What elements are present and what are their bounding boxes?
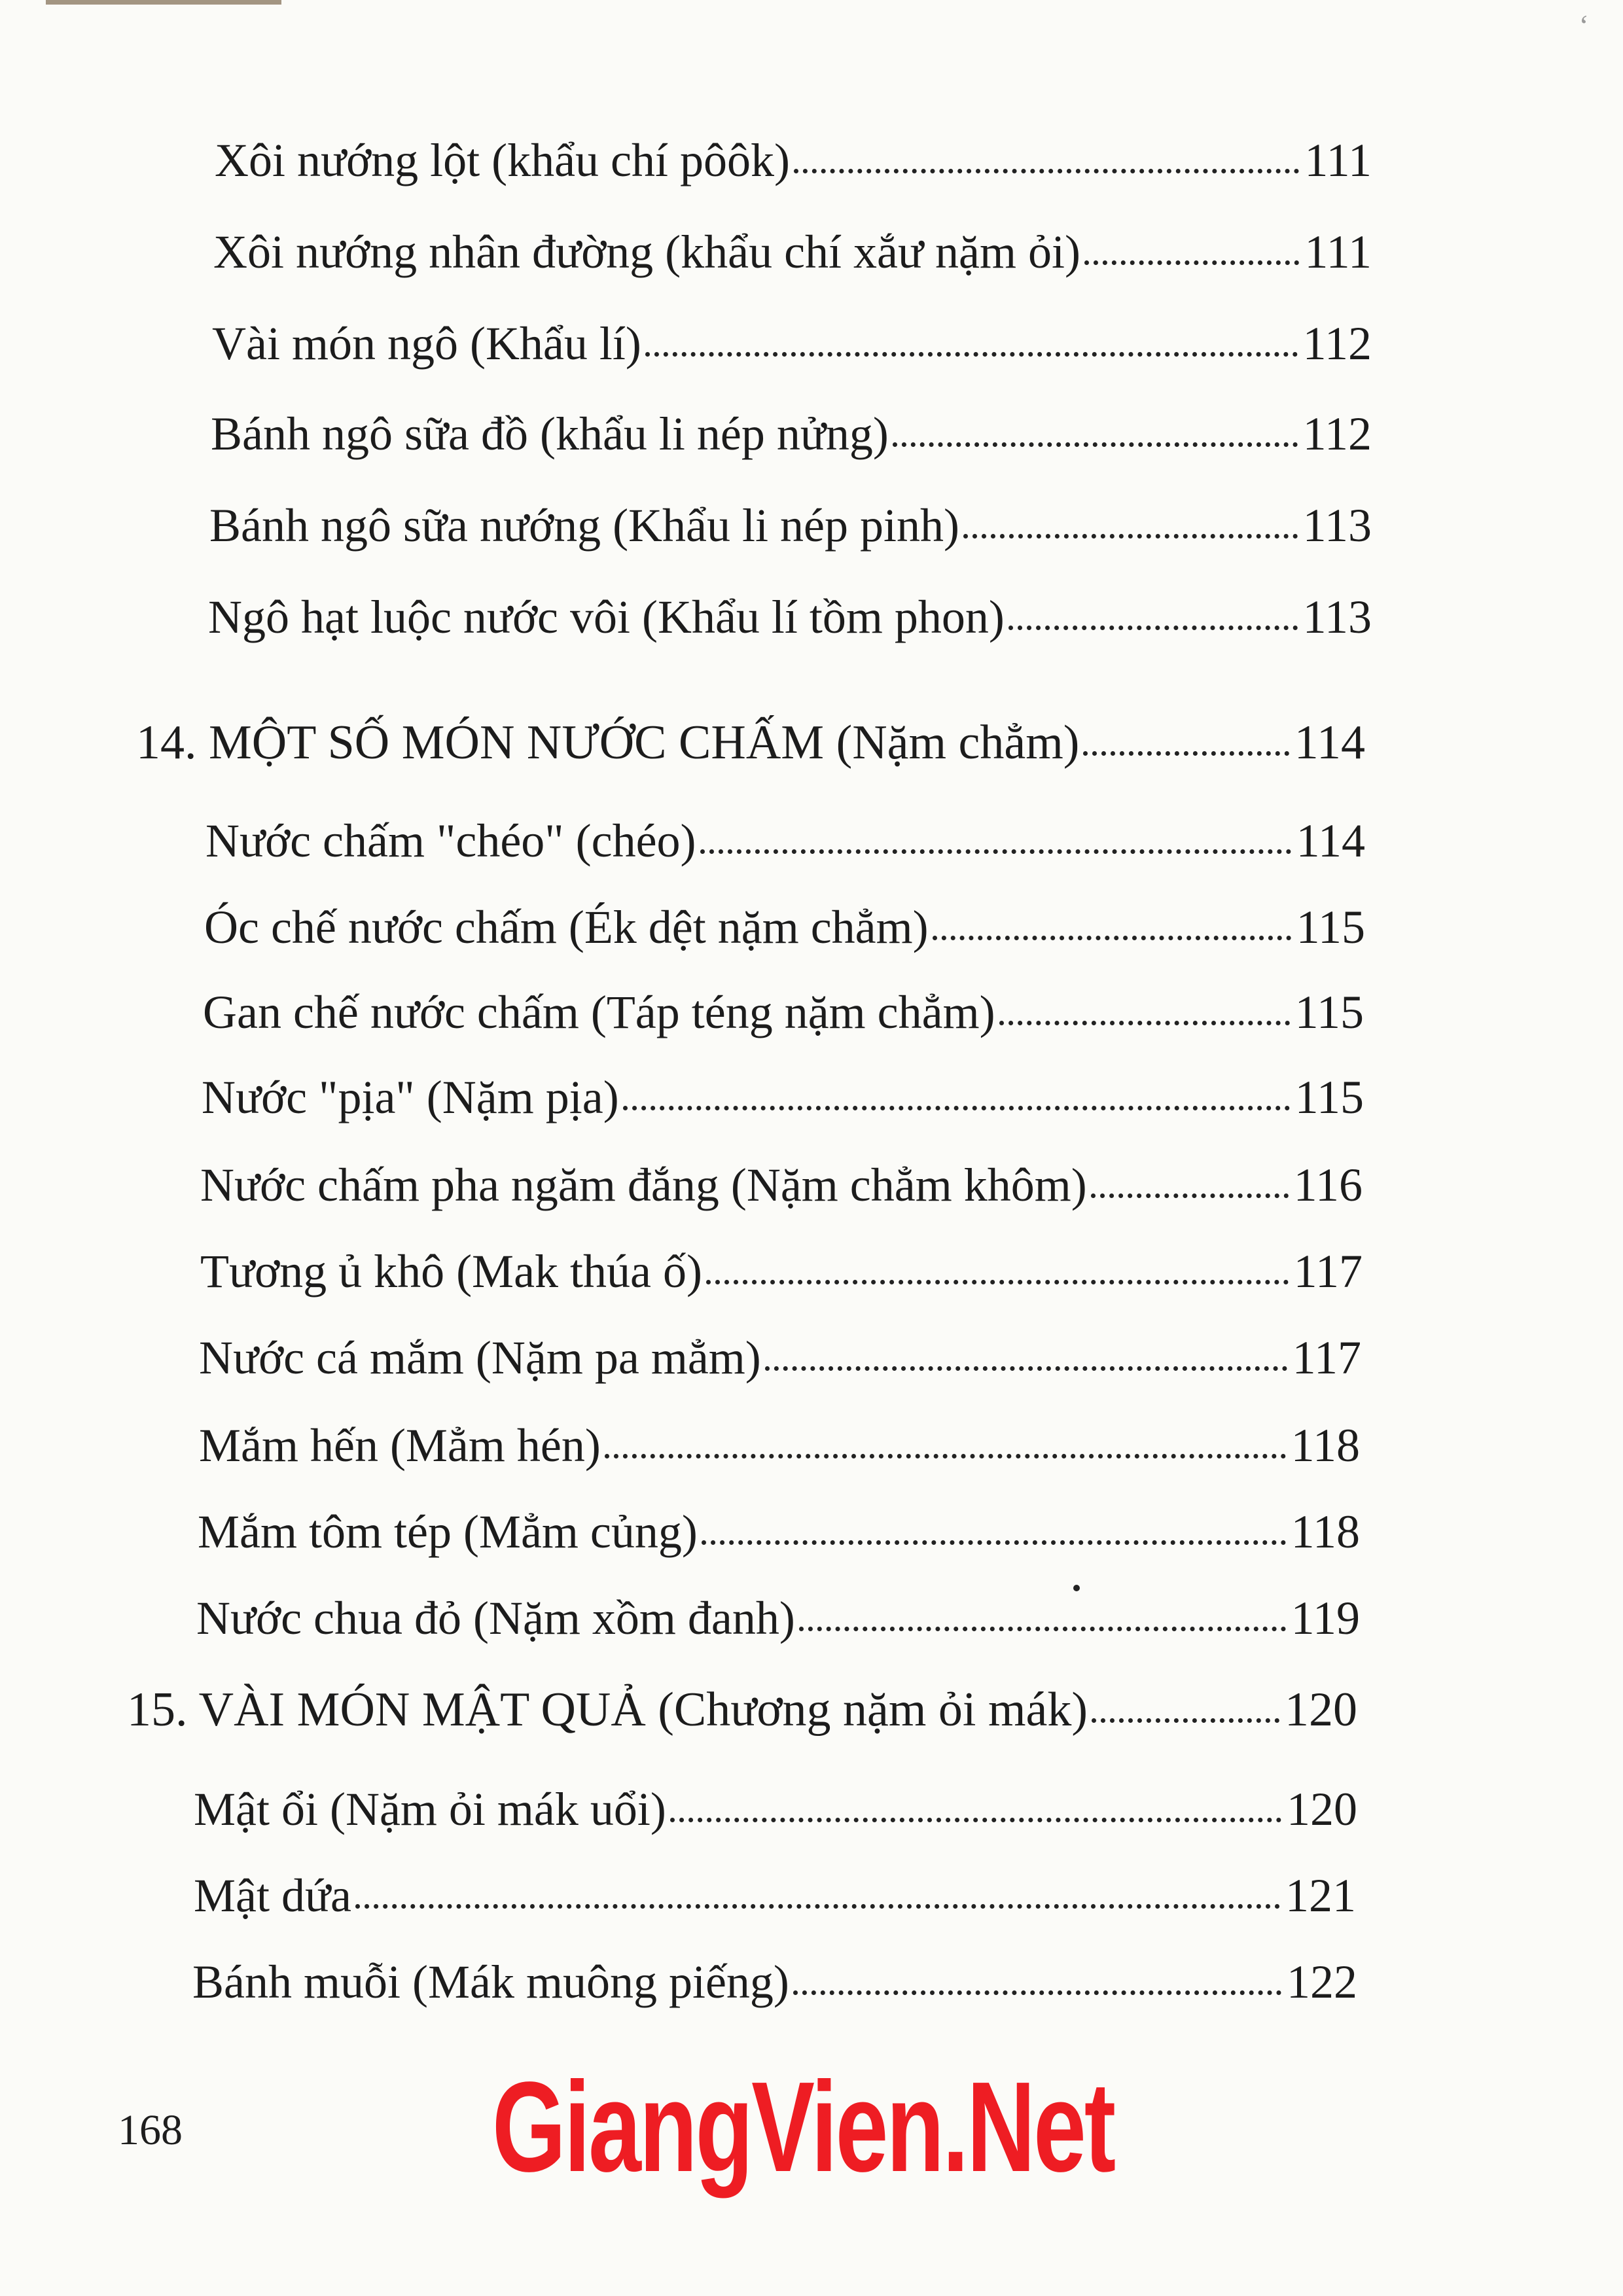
toc-entry-page: 113: [1302, 591, 1372, 643]
toc-entry: [194, 1780, 1357, 1839]
dot-leader: [933, 936, 1291, 940]
dot-leader: [645, 352, 1298, 357]
toc-entry: [194, 1866, 1356, 1925]
toc-entry-title: Nước cá mắm (Nặm pa mẳm): [199, 1332, 761, 1384]
dot-leader: [793, 1990, 1281, 1995]
toc-entry-title: Tương ủ khô (Mak thúa ố): [200, 1245, 702, 1298]
dot-leader: [893, 442, 1298, 447]
toc-entry-page: 113: [1302, 499, 1372, 552]
toc-entry-title: Xôi nướng lột (khẩu chí pôôk): [215, 134, 790, 186]
toc-entry: [198, 1502, 1360, 1561]
toc-entry-title: Mắm tôm tép (Mẳm củng): [198, 1506, 698, 1558]
toc-entry-title: Gan chế nước chấm (Táp téng nặm chẳm): [203, 986, 995, 1038]
dot-leader: [765, 1366, 1287, 1371]
dot-leader: [799, 1627, 1286, 1631]
toc-entry-page: 114: [1296, 815, 1365, 867]
toc-entry-title: Mắm hến (Mẳm hén): [199, 1419, 601, 1472]
scan-speck: [1073, 1585, 1080, 1591]
toc-entry-page: 122: [1287, 1956, 1357, 2008]
toc-entry: [202, 1068, 1364, 1127]
toc-entry-title: Óc chế nước chấm (Ék dệt nặm chẳm): [204, 901, 929, 953]
toc-entry-title: Nước "pịa" (Nặm pịa): [202, 1071, 619, 1123]
toc-entry: [204, 898, 1365, 957]
toc-chapter-title: 14. MỘT SỐ MÓN NƯỚC CHẤM (Nặm chẳm): [136, 716, 1080, 769]
dot-leader: [999, 1021, 1290, 1025]
toc-entry-page: 115: [1294, 986, 1364, 1038]
toc-entry: [203, 983, 1364, 1042]
toc-entry-page: 111: [1304, 226, 1372, 278]
toc-entry-title: Vài món ngô (Khẩu lí): [212, 317, 641, 370]
toc-entry-title: Nước chấm "chéo" (chéo): [205, 815, 696, 867]
toc-entry: [211, 404, 1372, 463]
toc-entry-page: 117: [1292, 1332, 1361, 1384]
toc-entry-page: 115: [1296, 901, 1365, 953]
toc-entry: [192, 1952, 1357, 2011]
toc-entry-page: 120: [1285, 1683, 1357, 1737]
toc-entry-page: 114: [1294, 716, 1365, 769]
toc-entry: [208, 588, 1372, 646]
dot-leader: [1084, 260, 1299, 265]
dot-leader: [794, 169, 1299, 173]
dot-leader: [1091, 1193, 1289, 1198]
toc-entry: [199, 1416, 1360, 1475]
watermark-logo: GiangVien.Net: [492, 2055, 1115, 2199]
toc-entry: [205, 811, 1365, 870]
dot-leader: [1092, 1718, 1279, 1723]
dot-leader: [1083, 751, 1289, 756]
toc-entry-page: 115: [1294, 1071, 1364, 1123]
dot-leader: [670, 1818, 1281, 1822]
toc-entry-title: Bánh muỗi (Mák muông piếng): [192, 1956, 789, 2008]
toc-entry-page: 112: [1302, 317, 1372, 370]
toc-entry-page: 120: [1287, 1783, 1357, 1835]
toc-entry-title: Xôi nướng nhân đường (khẩu chí xắư nặm ỏi): [213, 226, 1080, 278]
toc-entry: [199, 1328, 1361, 1387]
toc-entry-page: 118: [1291, 1419, 1360, 1472]
toc-entry-title: Mật dứa: [194, 1869, 351, 1922]
dot-leader: [700, 849, 1291, 854]
dot-leader: [963, 534, 1298, 539]
dot-leader: [706, 1280, 1289, 1284]
dot-leader: [702, 1540, 1286, 1545]
toc-entry-title: Nước chua đỏ (Nặm xồm đanh): [196, 1592, 795, 1644]
toc-entry-page: 117: [1293, 1245, 1363, 1298]
toc-entry-title: Nước chấm pha ngăm đắng (Nặm chẳm khôm): [200, 1159, 1087, 1211]
dot-leader: [1008, 626, 1298, 630]
toc-entry-page: 112: [1302, 408, 1372, 460]
toc-entry-page: 118: [1291, 1506, 1360, 1558]
toc-entry-page: 121: [1285, 1869, 1356, 1922]
toc-entry-title: Ngô hạt luộc nước vôi (Khẩu lí tồm phon): [208, 591, 1005, 643]
toc-entry-page: 116: [1293, 1159, 1363, 1211]
toc-entry: [200, 1156, 1363, 1214]
toc-chapter-entry: [127, 1680, 1357, 1739]
corner-tick: ‘: [1578, 9, 1589, 42]
toc-chapter-title: 15. VÀI MÓN MẬT QUẢ (Chương nặm ỏi mák): [127, 1683, 1088, 1737]
toc-entry-page: 119: [1291, 1592, 1360, 1644]
dot-leader: [623, 1106, 1290, 1110]
dot-leader: [355, 1904, 1280, 1909]
toc-entry: [215, 131, 1372, 190]
page-number: 168: [118, 2106, 183, 2154]
toc-entry: [196, 1589, 1360, 1648]
dot-leader: [605, 1454, 1286, 1458]
toc-entry-title: Bánh ngô sữa đồ (khẩu li nép nửng): [211, 408, 889, 460]
toc-entry-title: Mật ổi (Nặm ỏi mák uổi): [194, 1783, 666, 1835]
toc-chapter-entry: [136, 713, 1365, 772]
toc-entry-page: 111: [1304, 134, 1372, 186]
toc-entry: [209, 496, 1372, 555]
toc-entry-title: Bánh ngô sữa nướng (Khẩu li nép pinh): [209, 499, 959, 552]
toc-entry: [212, 314, 1372, 373]
toc-entry: [200, 1242, 1363, 1301]
toc-entry: [213, 222, 1372, 281]
